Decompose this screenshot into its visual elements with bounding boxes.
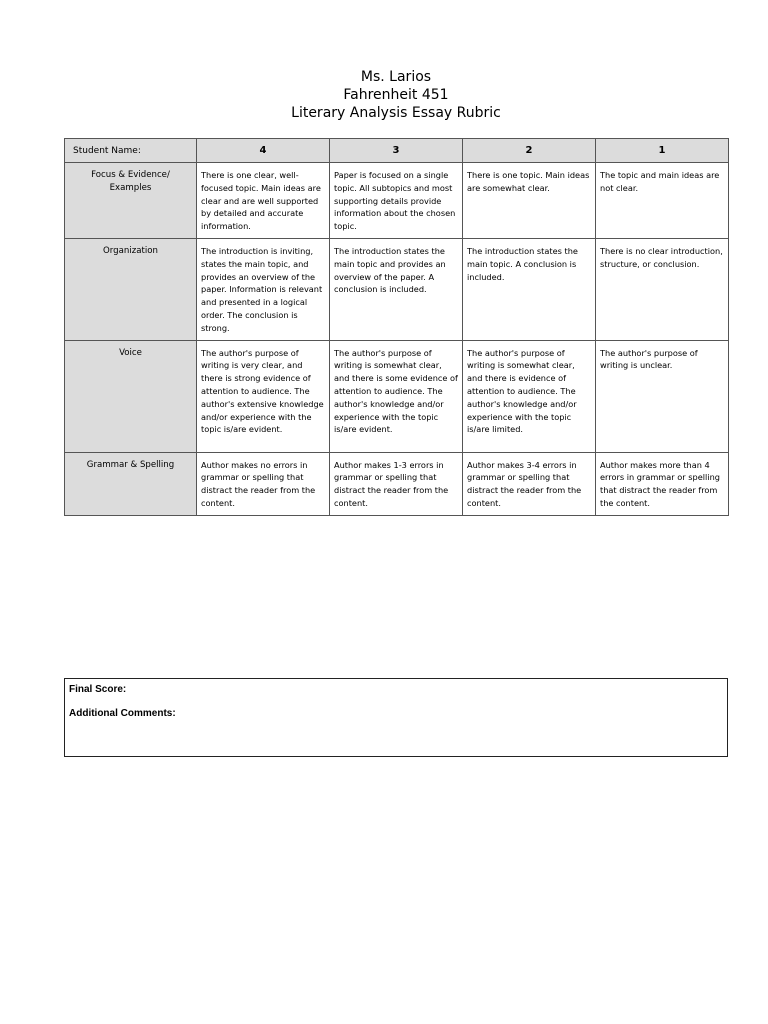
cell-organization-2: The introduction states the main topic. A conclusion is included. (463, 239, 596, 341)
cell-organization-1: There is no clear introduction, structure, or conclusion. (596, 239, 729, 341)
table-row (65, 163, 729, 239)
student-name-label: Student Name: (65, 139, 197, 163)
criterion-voice: Voice (65, 340, 197, 452)
cell-voice-2: The author's purpose of writing is somewhat clear, and there is evidence of attention to audience. The author's knowledge and/or experience with the topic is/are limited. (463, 340, 596, 452)
table-row (65, 340, 729, 452)
rubric-header-row (65, 139, 729, 163)
document-header (0, 68, 768, 122)
cell-voice-1: The author's purpose of writing is unclear. (596, 340, 729, 452)
cell-voice-3: The author's purpose of writing is somewhat clear, and there is some evidence of attention to audience. The author's knowledge and/or experience with the topic is/are evident. (330, 340, 463, 452)
criterion-grammar-spelling: Grammar & Spelling (65, 452, 197, 515)
cell-focus-4: There is one clear, well-focused topic. Main ideas are clear and are well supported by detailed and accurate information. (197, 163, 330, 239)
score-header-3: 3 (330, 139, 463, 163)
rubric-table (64, 138, 729, 516)
cell-grammar-1: Author makes more than 4 errors in grammar or spelling that distract the reader from the content. (596, 452, 729, 515)
comments-box (64, 678, 728, 757)
book-title: Fahrenheit 451 (343, 87, 449, 103)
cell-focus-3: Paper is focused on a single topic. All subtopics and most supporting details provide information about the chosen topic. (330, 163, 463, 239)
table-row (65, 239, 729, 341)
additional-comments-label: Additional Comments: (69, 708, 176, 719)
final-score-label: Final Score: (69, 684, 127, 695)
table-row (65, 452, 729, 515)
cell-focus-1: The topic and main ideas are not clear. (596, 163, 729, 239)
criterion-focus-evidence: Focus & Evidence/ Examples (65, 163, 197, 239)
cell-grammar-3: Author makes 1-3 errors in grammar or spelling that distract the reader from the content. (330, 452, 463, 515)
score-header-4: 4 (197, 139, 330, 163)
cell-voice-4: The author's purpose of writing is very clear, and there is strong evidence of attention to audience. The author's extensive knowledge and/or experience with the topic is/are evident. (197, 340, 330, 452)
cell-grammar-2: Author makes 3-4 errors in grammar or spelling that distract the reader from the content. (463, 452, 596, 515)
cell-grammar-4: Author makes no errors in grammar or spelling that distract the reader from the content. (197, 452, 330, 515)
cell-organization-4: The introduction is inviting, states the main topic, and provides an overview of the paper. Information is relevant and presented in a logical order. The conclusion is strong. (197, 239, 330, 341)
teacher-name: Ms. Larios (360, 69, 432, 85)
score-header-2: 2 (463, 139, 596, 163)
score-header-1: 1 (596, 139, 729, 163)
criterion-organization: Organization (65, 239, 197, 341)
cell-organization-3: The introduction states the main topic and provides an overview of the paper. A conclusion is included. (330, 239, 463, 341)
cell-focus-2: There is one topic. Main ideas are somewhat clear. (463, 163, 596, 239)
rubric-title: Literary Analysis Essay Rubric (291, 105, 501, 121)
